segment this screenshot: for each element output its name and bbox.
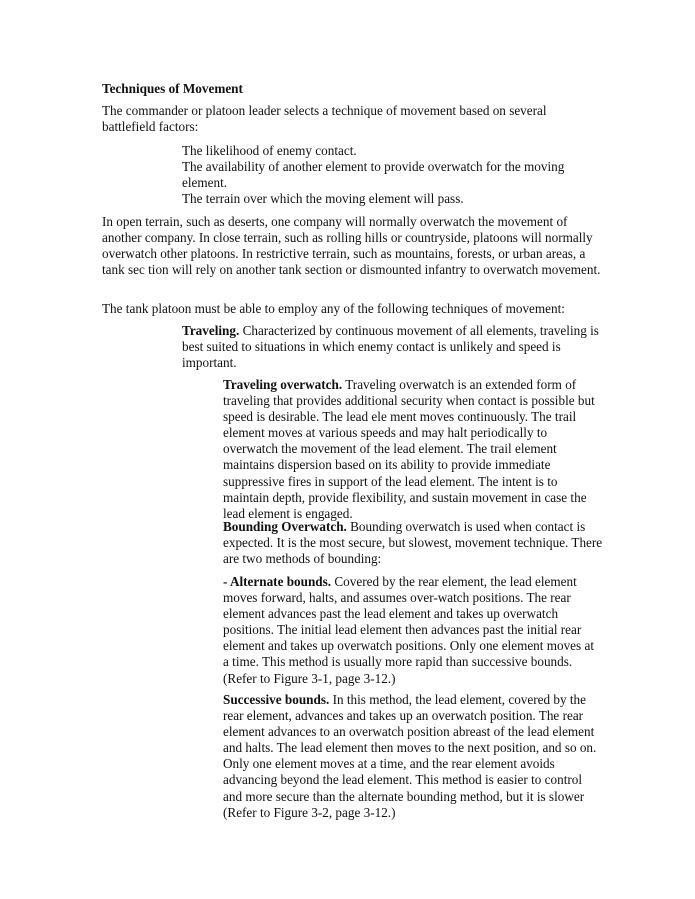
section-heading: Techniques of Movement xyxy=(102,81,243,96)
successive-bounds-term: Successive bounds. xyxy=(223,692,330,707)
successive-bounds-text: In this method, the lead element, covered by the rear element, advances and takes up an overwatch position. The rear element advances to an overwatch position abreast of the lead element and halts. The lead element then moves to the next position, and so on. Only one element moves at a time, and the rear element avoids advancing beyond the lead element. This method is easier to control and more secure than the alternate bounding method, but it is slower (Refer to Figure 3-2, page 3-12.) xyxy=(223,692,597,820)
traveling-overwatch-paragraph xyxy=(223,377,603,522)
terrain-paragraph: In open terrain, such as deserts, one company will normally overwatch the movement of another company. In close terrain, such as rolling hills or countryside, platoons will normally overwatch other platoons. In restrictive terrain, such as mountains, forests, or urban areas, a tank sec tion will rely on another tank section or dismounted infantry to overwatch movement. xyxy=(102,214,601,278)
bounding-overwatch-paragraph xyxy=(223,519,603,567)
traveling-term: Traveling. xyxy=(182,323,240,338)
traveling-paragraph xyxy=(182,323,602,371)
traveling-overwatch-text: Traveling overwatch is an extended form of traveling that provides additional security when contact is possible but speed is desirable. The lead ele ment moves continuously. The trail element moves at various speeds and may halt periodically to overwatch the movement of the lead element. The trail element maintains dispersion based on its ability to provide immediate suppressive fires in support of the lead element. The intent is to maintain depth, provide flexibility, and sustain movement in case the lead element is engaged. xyxy=(223,377,595,521)
factor-item-1: The likelihood of enemy contact. xyxy=(182,143,357,158)
alternate-bounds-paragraph xyxy=(223,574,603,687)
successive-bounds-paragraph xyxy=(223,692,603,821)
bounding-overwatch-term: Bounding Overwatch. xyxy=(223,519,347,534)
traveling-text: Characterized by continuous movement of all elements, traveling is best suited to situations in which enemy contact is unlikely and speed is important. xyxy=(182,323,599,371)
techniques-intro-paragraph: The tank platoon must be able to employ any of the following techniques of movement: xyxy=(102,301,565,316)
intro-paragraph: The commander or platoon leader selects a technique of movement based on several battlefield factors: xyxy=(102,103,547,135)
alternate-bounds-term: - Alternate bounds. xyxy=(223,574,332,589)
factor-item-2: The availability of another element to provide overwatch for the moving element. xyxy=(182,159,565,191)
alternate-bounds-text: Covered by the rear element, the lead element moves forward, halts, and assumes over-watch positions. The rear element advances past the lead element and takes up overwatch positions. The initial lead element then advances past the initial rear element and takes up overwatch positions. Only one element moves at a time. This method is usually more rapid than successive bounds. (Refer to Figure 3-1, page 3-12.) xyxy=(223,574,594,686)
traveling-overwatch-term: Traveling overwatch. xyxy=(223,377,343,392)
bounding-overwatch-text: Bounding overwatch is used when contact is expected. It is the most secure, but slowest, movement technique. There are two methods of bounding: xyxy=(223,519,603,567)
factor-item-3: The terrain over which the moving element will pass. xyxy=(182,191,464,206)
